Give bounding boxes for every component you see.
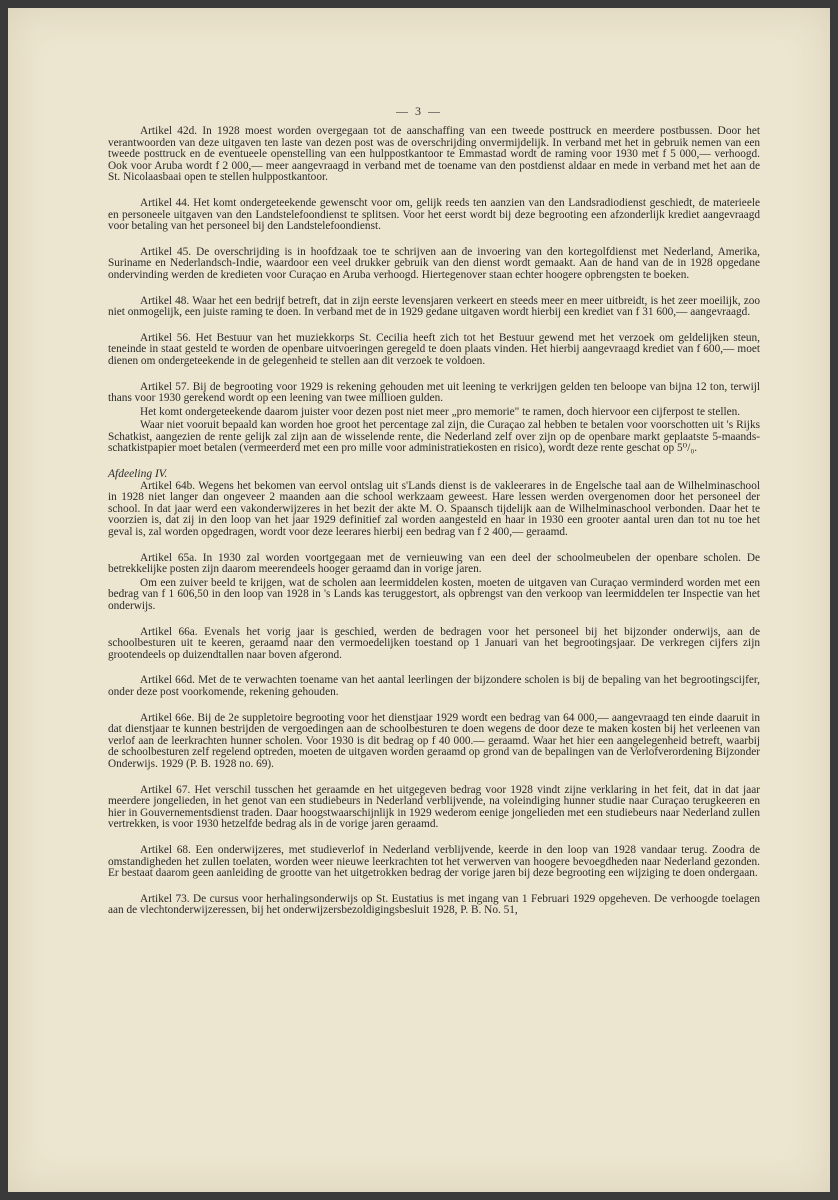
paragraph-artikel-66d: Artikel 66d. Met de te verwachten toename van het aantal leerlingen der bijzondere scholen is bij de bepaling van het begrootingscijfer, onder deze post voorkomende, rekening gehouden. (108, 674, 760, 698)
paragraph-artikel-44: Artikel 44. Het komt ondergeteekende gewenscht voor om, gelijk reeds ten aanzien van den Landsradiodienst geschiedt, de materieele en personeele uitgaven van den Landstelefoondienst te splitsen. Voor het eerst wordt bij deze begrooting een afzonderlijk krediet aangevraagd voor betaling van het personeel bij den Landstelefoondienst. (108, 196, 760, 233)
paragraph-artikel-67: Artikel 67. Het verschil tusschen het geraamde en het uitgegeven bedrag voor 1928 vindt zijne verklaring in het feit, dat in dat jaar meerdere jongelieden, in het genot van een studiebeurs in Nederland verblijvende, na voleindiging hunner studie naar Curaçao terugkeeren en hier in Gouvernementsdienst traden. Daar hoogstwaarschijnlijk in 1929 wederom eenige jongelieden met een studiebeurs naar Nederland zullen vertrekken, is voor 1930 hetzelfde bedrag als in de vorige jaren geraamd. (108, 783, 760, 831)
section-heading: Afdeeling IV. (108, 468, 168, 481)
paragraph-artikel-48: Artikel 48. Waar het een bedrijf betreft, dat in zijn eerste levensjaren verkeert en steeds meer en meer uitbreidt, is het zeer moeilijk, zoo niet onmogelijk, een juiste raming te doen. In verband met de in 1929 gedane uitgaven wordt hierbij een krediet van f 31 600,— aangevraagd. (108, 294, 760, 319)
paragraph-artikel-64b: Artikel 64b. Wegens het bekomen van eervol ontslag uit s'Lands dienst is de vakleerares in de Engelsche taal aan de Wilhelminaschool in 1928 niet langer dan ongeveer 2 maanden aan die school werkzaam geweest. Hare lessen werden overgenomen door het personeel der school. In dat jaar werd een vakonderwijzeres in het bezit der akte M. O. Spaansch tijdelijk aan de Wilhelminaschool verbonden. Daar het te voorzien is, dat zij in den loop van het jaar 1929 definitief zal worden aangesteld en haar in 1930 een grooter aantal uren dan tot nu toe het geval is, zal worden opgedragen, wordt voor deze leerares hierbij een bedrag van f 2 400,— geraamd. (108, 479, 760, 539)
paragraph-artikel-65a-cont: Om een zuiver beeld te krijgen, wat de scholen aan leermiddelen kosten, moeten de uitgaven van Curaçao verminderd worden met een bedrag van f 1 606,50 in den loop van 1928 in 's Lands kas teruggestort, als opbrengst van den verkoop van leermiddelen ter Inspectie van het onderwijs. (108, 576, 760, 612)
paragraph-artikel-66e: Artikel 66e. Bij de 2e suppletoire begrooting voor het dienstjaar 1929 wordt een bedrag van 64 000,— aangevraagd ten einde daaruit in dat dienstjaar te kunnen bestrijden de vergoedingen aan de schoolbesturen te doen wegens de door deze te maken kosten bij het verleenen van verlof aan de leerkrachten hunner scholen. Voor 1930 is dit bedrag op f 40 000.— geraamd. Waar het hier een aangelegenheid betreft, waarbij de schoolbesturen zelf regelend optreden, moeten de uitgaven worden geraamd op grond van de bepalingen van de Verlofverordening Bijzonder Onderwijs. 1929 (P. B. 1928 no. 69). (108, 711, 760, 770)
paragraph-artikel-65a: Artikel 65a. In 1930 zal worden voortgegaan met de vernieuwing van een deel der schoolmeubelen der openbare scholen. De betrekkelijke posten zijn daarom meerendeels hooger geraamd dan in vorige jaren. (108, 551, 760, 576)
paragraph-artikel-56: Artikel 56. Het Bestuur van het muziekkorps St. Cecilia heeft zich tot het Bestuur gewend met het verzoek om geldelijken steun, teneinde in staat gesteld te worden de openbare uitvoeringen geregeld te doen plaats vinden. Het hierbij aangevraagd krediet van f 600,— moet dienen om ondergeteekende in de gelegenheid te stellen aan dit verzoek te voldoen. (108, 331, 760, 367)
page-number: — 3 — (396, 104, 442, 118)
paragraph-artikel-73: Artikel 73. De cursus voor herhalingsonderwijs op St. Eustatius is met ingang van 1 Februari 1929 opgeheven. De verhoogde toelagen aan de vlechtonderwijzeressen, bij het onderwijzersbezoldigingsbesluit 1928, P. B. No. 51, (108, 892, 760, 917)
paragraph-artikel-42d: Artikel 42d. In 1928 moest worden overgegaan tot de aanschaffing van een tweede posttruck en meerdere postbussen. Door het verantwoorden van deze uitgaven ten laste van dezen post was de overschrijding onvermijdelijk. In verband met het in gebruik nemen van een tweede posttruck en de eventueele openstelling van een hulppostkantoor te Emmastad wordt de raming voor 1930 met f 5 000,— verhoogd. Ook voor Aruba wordt f 2 000,— meer aangevraagd in verband met de toename van den postdienst aldaar en mede in verband met het aan de St. Nicolaasbaai open te stellen hulppostkantoor. (108, 125, 760, 184)
paragraph-artikel-57-cont-2: Waar niet vooruit bepaald kan worden hoe groot het percentage zal zijn, die Curaçao zal hebben te betalen voor voorschotten uit 's Rijks Schatkist, aangezien de rente gelijk zal zijn aan de wisselende rente, die Nederland zelf over zijn op de openbare markt geplaatste 5-maands-schatkistpapier moet betalen (vermeerderd met een pro mille voor administratiekosten en risico), wordt deze rente geschat op 5⁰/₀. (108, 419, 760, 455)
paragraph-artikel-66a: Artikel 66a. Evenals het vorig jaar is geschied, werden de bedragen voor het personeel bij het bijzonder onderwijs, aan de schoolbesturen uit te keeren, geraamd naar den vermoedelijken toestand op 1 Januari van het begrootingsjaar. De verkregen cijfers zijn grootendeels op duizendtallen naar boven afgerond. (108, 625, 760, 661)
paragraph-artikel-57: Artikel 57. Bij de begrooting voor 1929 is rekening gehouden met uit leening te verkrijgen gelden ten beloope van bijna 12 ton, terwijl thans voor 1930 gerekend wordt op een leening van twee millioen gulden. (108, 380, 760, 405)
document-body (108, 126, 760, 931)
paragraph-artikel-45: Artikel 45. De overschrijding is in hoofdzaak toe te schrijven aan de invoering van den kortegolfdienst met Nederland, Amerika, Suriname en Nederlandsch-Indie, waardoor een veel drukker gebruik van den dienst wordt gemaakt. Aan de hand van de in 1928 opgedane ondervinding werden de kredieten voor Curaçao en Aruba verhoogd. Hiertegenover staan echter hoogere opbrengsten te boeken. (108, 245, 760, 281)
paragraph-artikel-57-cont-1: Het komt ondergeteekende daarom juister voor dezen post niet meer „pro memorie" te ramen, doch hiervoor een cijferpost te stellen. (140, 405, 741, 418)
paragraph-artikel-68: Artikel 68. Een onderwijzeres, met studieverlof in Nederland verblijvende, keerde in den loop van 1928 vandaar terug. Zoodra de omstandigheden het zullen toelaten, worden weer nieuwe leerkrachten tot het verwerven van hoogere bevoegdheden naar Nederland gezonden. Er bestaat daarom geen aanleiding de grootte van het uitgetrokken bedrag der vorige jaren bij deze begrooting een wijziging te doen ondergaan. (108, 843, 760, 880)
document-page (8, 8, 830, 1192)
